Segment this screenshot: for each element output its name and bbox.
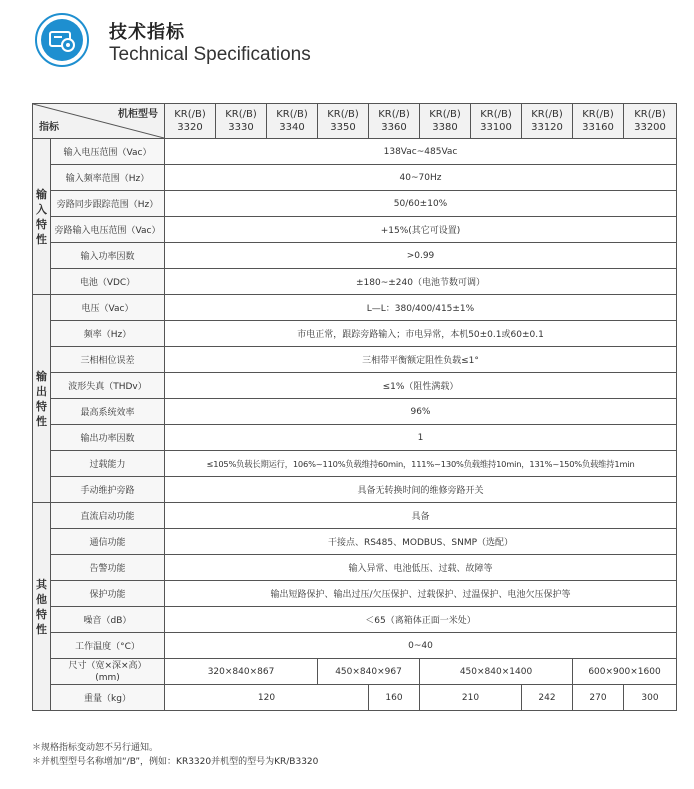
- page-title-cn: 技术指标: [109, 22, 185, 43]
- model-header: KR(/B) 33200: [624, 104, 677, 139]
- param-value: 三相带平衡额定阻性负载≤1°: [165, 347, 677, 373]
- footnotes: [32, 741, 318, 769]
- spec-table: [32, 103, 677, 711]
- page-title-en: Technical Specifications: [109, 44, 311, 65]
- param-value: ±180~±240（电池节数可调）: [165, 269, 677, 295]
- table-row: [33, 347, 677, 373]
- size-value: 320×840×867: [165, 659, 318, 685]
- table-row: [33, 451, 677, 477]
- param-value: 具备无转换时间的维修旁路开关: [165, 477, 677, 503]
- group-output-label: 输出特性: [33, 295, 51, 503]
- corner-model-label: 机柜型号: [118, 109, 158, 120]
- table-row: [33, 269, 677, 295]
- param-value: 1: [165, 425, 677, 451]
- gear-settings-icon: [34, 12, 90, 68]
- param-label: 波形失真（THDv）: [51, 373, 165, 399]
- param-value: 96%: [165, 399, 677, 425]
- group-other-label: 其他特性: [33, 503, 51, 711]
- table-row: [33, 399, 677, 425]
- table-row-size: [33, 659, 677, 685]
- table-row: [33, 191, 677, 217]
- table-row: [33, 321, 677, 347]
- param-value: ＜65（离箱体正面一米处）: [165, 607, 677, 633]
- param-label: 三相相位误差: [51, 347, 165, 373]
- weight-value: 300: [624, 685, 677, 711]
- model-header: KR(/B) 3350: [318, 104, 369, 139]
- model-header: KR(/B) 3330: [216, 104, 267, 139]
- param-value: 138Vac~485Vac: [165, 139, 677, 165]
- param-label: 工作温度（°C）: [51, 633, 165, 659]
- table-row: [33, 581, 677, 607]
- model-header: KR(/B) 3360: [369, 104, 420, 139]
- table-row: [33, 633, 677, 659]
- param-label: 保护功能: [51, 581, 165, 607]
- size-value: 450×840×967: [318, 659, 420, 685]
- weight-value: 120: [165, 685, 369, 711]
- param-label: 电压（Vac）: [51, 295, 165, 321]
- param-value: 50/60±10%: [165, 191, 677, 217]
- param-value: 输出短路保护、输出过压/欠压保护、过载保护、过温保护、电池欠压保护等: [165, 581, 677, 607]
- param-label-size: 尺寸（宽×深×高） (mm): [51, 659, 165, 685]
- table-header-row: [33, 104, 677, 139]
- param-label: 输入电压范围（Vac）: [51, 139, 165, 165]
- param-value: 干接点、RS485、MODBUS、SNMP（选配）: [165, 529, 677, 555]
- table-row: [33, 477, 677, 503]
- corner-index-label: 指标: [39, 122, 59, 133]
- table-row-weight: [33, 685, 677, 711]
- table-row: [33, 373, 677, 399]
- weight-value: 160: [369, 685, 420, 711]
- param-label: 旁路同步跟踪范围（Hz）: [51, 191, 165, 217]
- model-header: KR(/B) 3340: [267, 104, 318, 139]
- param-label: 通信功能: [51, 529, 165, 555]
- model-header: KR(/B) 3320: [165, 104, 216, 139]
- weight-value: 210: [420, 685, 522, 711]
- model-header: KR(/B) 33120: [522, 104, 573, 139]
- param-label: 输出功率因数: [51, 425, 165, 451]
- param-label: 直流启动功能: [51, 503, 165, 529]
- model-header: KR(/B) 3380: [420, 104, 471, 139]
- param-value: 市电正常，跟踪旁路输入；市电异常，本机50±0.1或60±0.1: [165, 321, 677, 347]
- header-corner: [33, 104, 165, 139]
- table-row: [33, 243, 677, 269]
- param-label: 频率（Hz）: [51, 321, 165, 347]
- param-label: 电池（VDC）: [51, 269, 165, 295]
- param-label: 手动维护旁路: [51, 477, 165, 503]
- size-value: 450×840×1400: [420, 659, 573, 685]
- table-row: [33, 503, 677, 529]
- param-value: 40~70Hz: [165, 165, 677, 191]
- page-header: [34, 10, 674, 70]
- weight-value: 242: [522, 685, 573, 711]
- param-label: 噪音（dB）: [51, 607, 165, 633]
- footnote: ＊并机型型号名称增加“/B”，例如：KR3320并机型的型号为KR/B3320: [32, 757, 319, 767]
- param-label: 输入功率因数: [51, 243, 165, 269]
- weight-value: 270: [573, 685, 624, 711]
- param-label: 过载能力: [51, 451, 165, 477]
- param-value: 输入异常、电池低压、过载、故障等: [165, 555, 677, 581]
- footnote: ＊规格指标变动恕不另行通知。: [32, 743, 159, 753]
- param-label-weight: 重量（kg）: [51, 685, 165, 711]
- table-row: [33, 425, 677, 451]
- table-row: [33, 529, 677, 555]
- param-value: ≤1%（阻性满载）: [165, 373, 677, 399]
- param-label: 输入频率范围（Hz）: [51, 165, 165, 191]
- table-row: [33, 607, 677, 633]
- param-label: 告警功能: [51, 555, 165, 581]
- param-value: ≤105%负载长期运行，106%~110%负载维持60min，111%~130%负载维持10min，131%~150%负载维持1min: [165, 451, 677, 477]
- table-row: [33, 295, 677, 321]
- table-row: [33, 165, 677, 191]
- param-value: L—L：380/400/415±1%: [165, 295, 677, 321]
- param-label: 最高系统效率: [51, 399, 165, 425]
- param-value: 0~40: [165, 633, 677, 659]
- size-value: 600×900×1600: [573, 659, 677, 685]
- param-value: >0.99: [165, 243, 677, 269]
- param-value: 具备: [165, 503, 677, 529]
- param-label: 旁路输入电压范围（Vac）: [51, 217, 165, 243]
- group-input-label: 输入特性: [33, 139, 51, 295]
- model-header: KR(/B) 33160: [573, 104, 624, 139]
- table-row: [33, 555, 677, 581]
- table-row: [33, 139, 677, 165]
- table-row: [33, 217, 677, 243]
- param-value: +15%(其它可设置): [165, 217, 677, 243]
- model-header: KR(/B) 33100: [471, 104, 522, 139]
